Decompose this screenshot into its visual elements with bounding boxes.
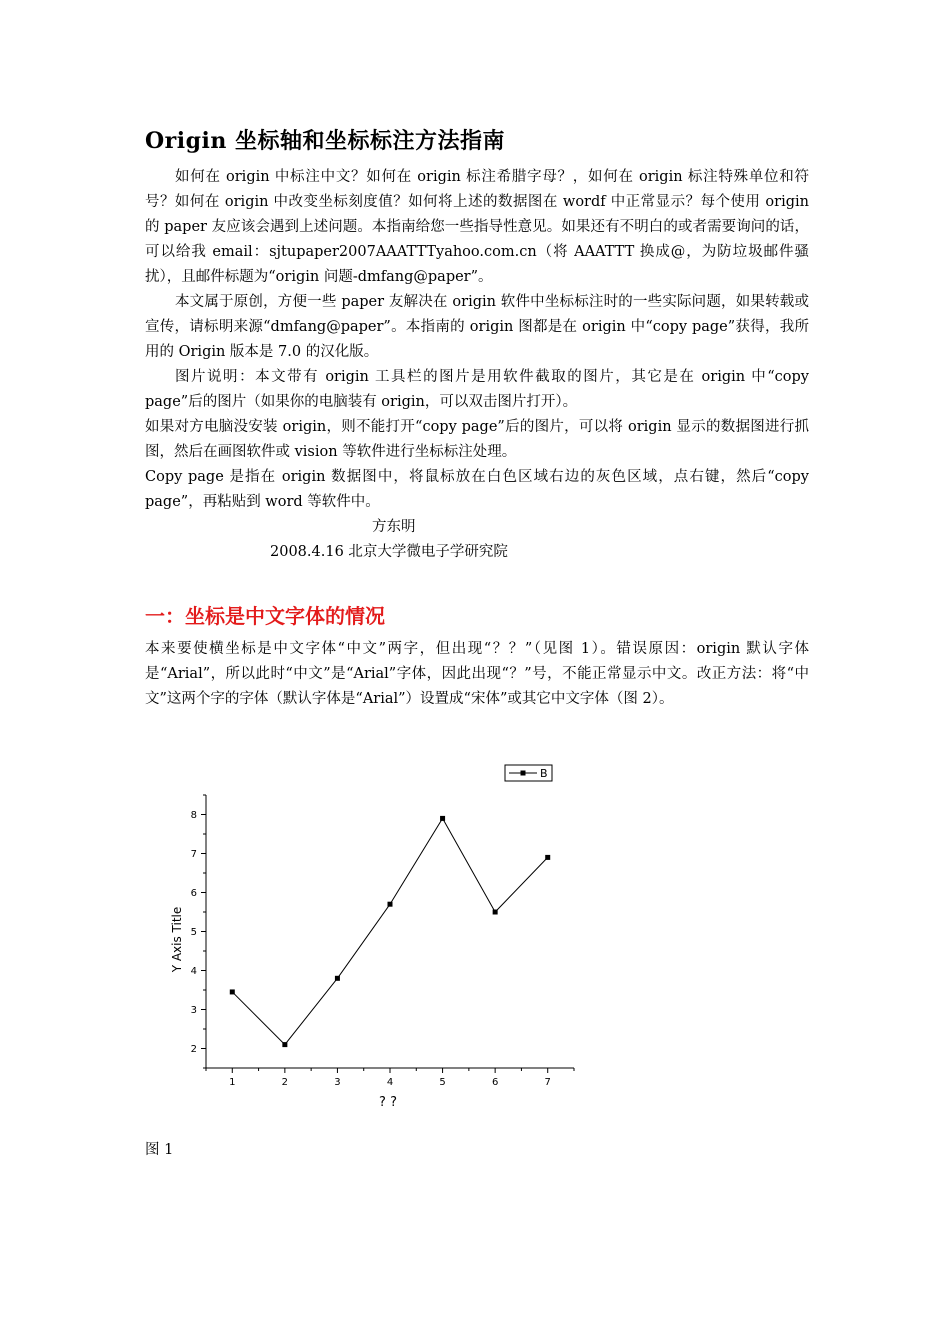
chart-axes — [170, 795, 574, 1110]
no-origin-paragraph: 如果对方电脑没安装 origin，则不能打开“copy page”后的图片，可以将 origin 显示的数据图进行抓图，然后在画图软件或 vision 等软件进行坐标标注处理。 — [145, 419, 809, 460]
series-line — [232, 818, 547, 1044]
y-tick-label: 3 — [190, 1005, 197, 1016]
data-point — [545, 855, 550, 860]
date-affiliation: 2008.4.16 北京大学微电子学研究院 — [270, 544, 508, 560]
y-axis-title: Y Axis Title — [170, 906, 184, 973]
y-tick-label: 4 — [190, 966, 197, 977]
data-point — [493, 910, 498, 915]
section-heading: 一：坐标是中文字体的情况 — [145, 604, 385, 628]
chart-legend — [505, 765, 552, 781]
data-point — [230, 989, 235, 994]
y-tick-label: 8 — [190, 810, 197, 821]
x-tick-label: 4 — [386, 1077, 394, 1088]
data-point — [388, 902, 393, 907]
x-tick-label: 1 — [229, 1077, 236, 1088]
y-tick-label: 7 — [190, 849, 197, 860]
figure-caption: 图 1 — [145, 1142, 174, 1158]
x-tick-label: 5 — [439, 1077, 446, 1088]
x-tick-label: 2 — [281, 1077, 289, 1088]
x-tick-label: 3 — [334, 1077, 341, 1088]
originality-paragraph: 本文属于原创，方便一些 paper 友解决在 origin 软件中坐标标注时的一些实际问题，如果转载或宣传，请标明来源“dmfang@paper”。本指南的 origin 图都是在 origin 中“copy page”获得，我所用的 Origin 版本是 7.0 的汉化版。 — [145, 294, 809, 360]
x-axis-title: ? ? — [379, 1095, 397, 1110]
x-tick-label: 7 — [544, 1077, 551, 1088]
x-tick-label: 6 — [491, 1077, 499, 1088]
y-tick-label: 2 — [190, 1044, 197, 1055]
y-tick-label: 6 — [190, 888, 197, 899]
document-title: Origin 坐标轴和坐标标注方法指南 — [145, 128, 506, 154]
section-paragraph: 本来要使横坐标是中文字体“中文”两字，但出现“？？”（见图 1）。错误原因：origin 默认字体是“Arial”，所以此时“中文”是“Arial”字体，因此出现“？”号，不能正常显示中文。改正方法：将“中文”这两个字的字体（默认字体是“Arial”）设置成“宋体”或其它中文字体（图 2）。 — [145, 641, 809, 707]
image-note-paragraph: 图片说明：本文带有 origin 工具栏的图片是用软件截取的图片，其它是在 origin 中“copy page”后的图片（如果你的电脑装有 origin，可以双击图片打开）。 — [145, 369, 809, 410]
copy-page-paragraph: Copy page 是指在 origin 数据图中，将鼠标放在白色区域右边的灰色区域，点右键，然后“copy page”，再粘贴到 word 等软件中。 — [145, 469, 809, 510]
y-tick-label: 5 — [190, 927, 197, 938]
data-point — [440, 816, 445, 821]
legend-label: B — [540, 767, 548, 780]
data-point — [335, 976, 340, 981]
legend-marker — [521, 771, 526, 776]
data-point — [282, 1042, 287, 1047]
intro-paragraph: 如何在 origin 中标注中文？如何在 origin 标注希腊字母？，如何在 origin 标注特殊单位和符号？如何在 origin 中改变坐标刻度值？如何将上述的数据图在 wordf 中正常显示？每个使用 origin 的 paper 友应该会遇到上述问题。本指南给您一些指导性意见。如果还有不明白的或者需要询问的话，可以给我 email：sjtupaper2007AAATTTyahoo.com.cn（将 AAATTT 换成@，为防垃圾邮件骚扰），且邮件标题为“origin 问题-dmfang@paper”。 — [145, 169, 809, 285]
author-name: 方东明 — [372, 519, 416, 535]
chart-marks — [230, 816, 550, 1047]
